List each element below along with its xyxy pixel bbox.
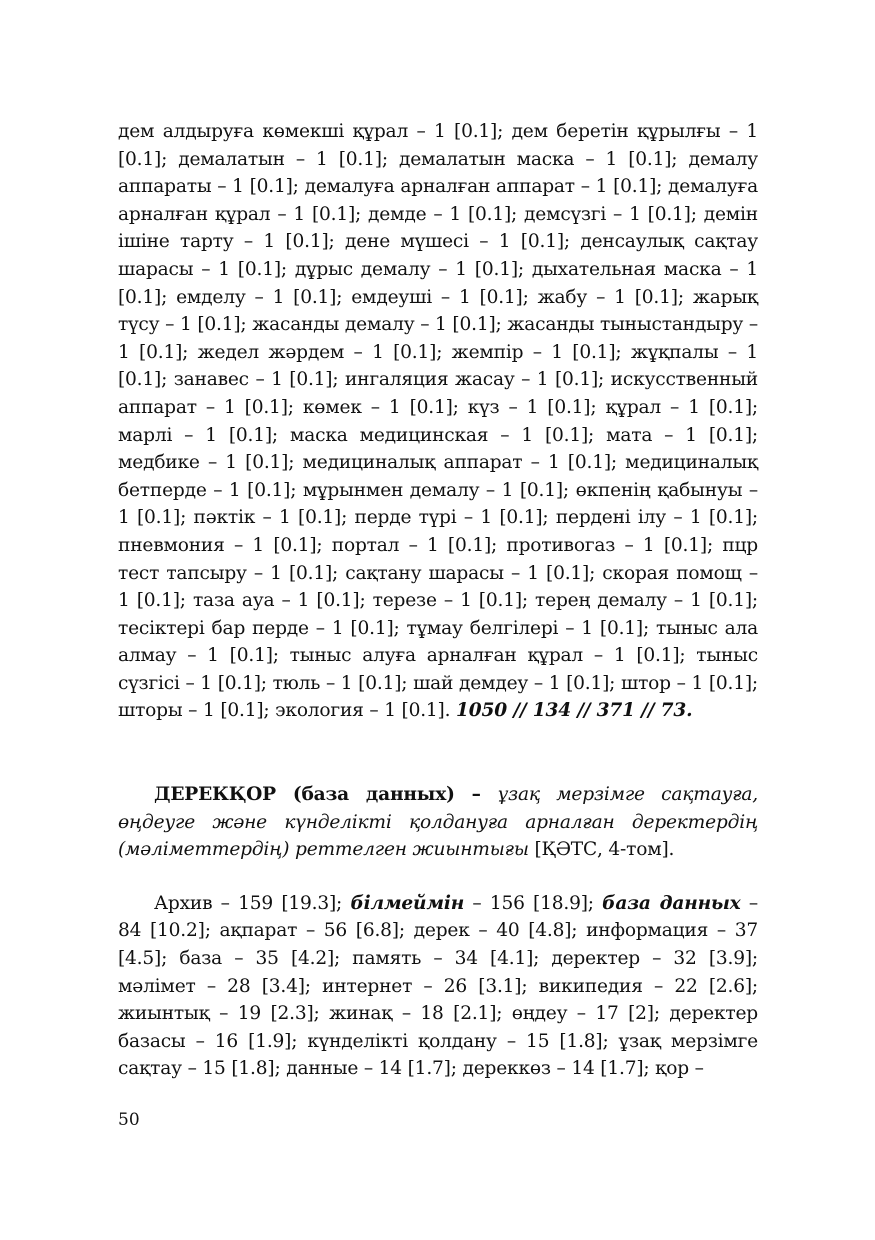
definition-source: [ҚӘТС, 4-том].	[528, 839, 675, 861]
association-list-text: дем алдыруға көмекші құрал – 1 [0.1]; дем беретін құрылғы – 1 [0.1]; демалатын – 1 [0.1]; демалатын маска – 1 [0.1]; демалу аппараты – 1 [0.1]; демалуға арналған аппарат – 1 [0.1]; демалуға арналған құрал – 1 [0.1]; демде – 1 [0.1]; демсүзгі – 1 [0.1]; демін ішіне тарту – 1 [0.1]; дене мүшесі – 1 [0.1]; денсаулық сақтау шарасы – 1 [0.1]; дұрыс демалу – 1 [0.1]; дыхательная маска – 1 [0.1]; емделу – 1 [0.1]; емдеуші – 1 [0.1]; жабу – 1 [0.1]; жарық түсу – 1 [0.1]; жасанды демалу – 1 [0.1]; жасанды тыныстандыру – 1 [0.1]; жедел жәрдем – 1 [0.1]; жемпір – 1 [0.1]; жұқпалы – 1 [0.1]; занавес – 1 [0.1]; ингаляция жасау – 1 [0.1]; искусственный аппарат – 1 [0.1]; көмек – 1 [0.1]; күз – 1 [0.1]; құрал – 1 [0.1]; марлі – 1 [0.1]; маска медицинская – 1 [0.1]; мата – 1 [0.1]; медбике – 1 [0.1]; медициналық аппарат – 1 [0.1]; медициналық бетперде – 1 [0.1]; мұрынмен демалу – 1 [0.1]; өкпенің қабынуы – 1 [0.1]; пәктік – 1 [0.1]; перде түрі – 1 [0.1]; пердені ілу – 1 [0.1]; пневмония – 1 [0.1]; портал – 1 [0.1]; противогаз – 1 [0.1]; пцр тест тапсыру – 1 [0.1]; сақтану шарасы – 1 [0.1]; скорая помощ – 1 [0.1]; таза ауа – 1 [0.1]; терезе – 1 [0.1]; терең демалу – 1 [0.1]; тесіктері бар перде – 1 [0.1]; тұмау белгілері – 1 [0.1]; тыныс ала алмау – 1 [0.1]; тыныс алуға арналған құрал – 1 [0.1]; тыныс сүзгісі – 1 [0.1]; тюль – 1 [0.1]; шай демдеу – 1 [0.1]; штор – 1 [0.1]; шторы – 1 [0.1]; экология – 1 [0.1].	[118, 121, 758, 722]
responses-emphasis-database: база данных	[602, 892, 741, 914]
definition-text: ұзақ мерзімге сақтауға, өңдеуге және күнделікті қолдануға арналған деректердің (мәліметтердің) реттелген жиынтығы	[118, 784, 759, 861]
association-totals: 1050 // 134 // 371 // 73.	[456, 700, 693, 722]
definition-term: ДЕРЕКҚОР (база данных) –	[154, 784, 498, 806]
responses-paragraph	[118, 890, 758, 1083]
association-list-paragraph	[118, 118, 758, 725]
section-gap	[118, 725, 758, 781]
page-body	[118, 118, 758, 1083]
responses-mid: – 156 [18.9];	[464, 892, 603, 914]
page-number: 50	[118, 1110, 140, 1130]
responses-rest: – 84 [10.2]; ақпарат – 56 [6.8]; дерек – 40 [4.8]; информация – 37 [4.5]; база – 35 [4.2]; память – 34 [4.1]; деректер – 32 [3.9]; мәлімет – 28 [3.4]; интернет – 26 [3.1]; википедия – 22 [2.6]; жиынтық – 19 [2.3]; жинақ – 18 [2.1]; өңдеу – 17 [2]; деректер базасы – 16 [1.9]; күнделікті қолдану – 15 [1.8]; ұзақ мерзімге сақтау – 15 [1.8]; данные – 14 [1.7]; дереккөз – 14 [1.7]; қор –	[118, 892, 758, 1080]
definition-paragraph	[118, 781, 758, 864]
responses-emphasis-dont-know: білмеймін	[350, 892, 465, 914]
paragraph-gap	[118, 864, 758, 890]
responses-lead: Архив – 159 [19.3];	[154, 892, 351, 914]
